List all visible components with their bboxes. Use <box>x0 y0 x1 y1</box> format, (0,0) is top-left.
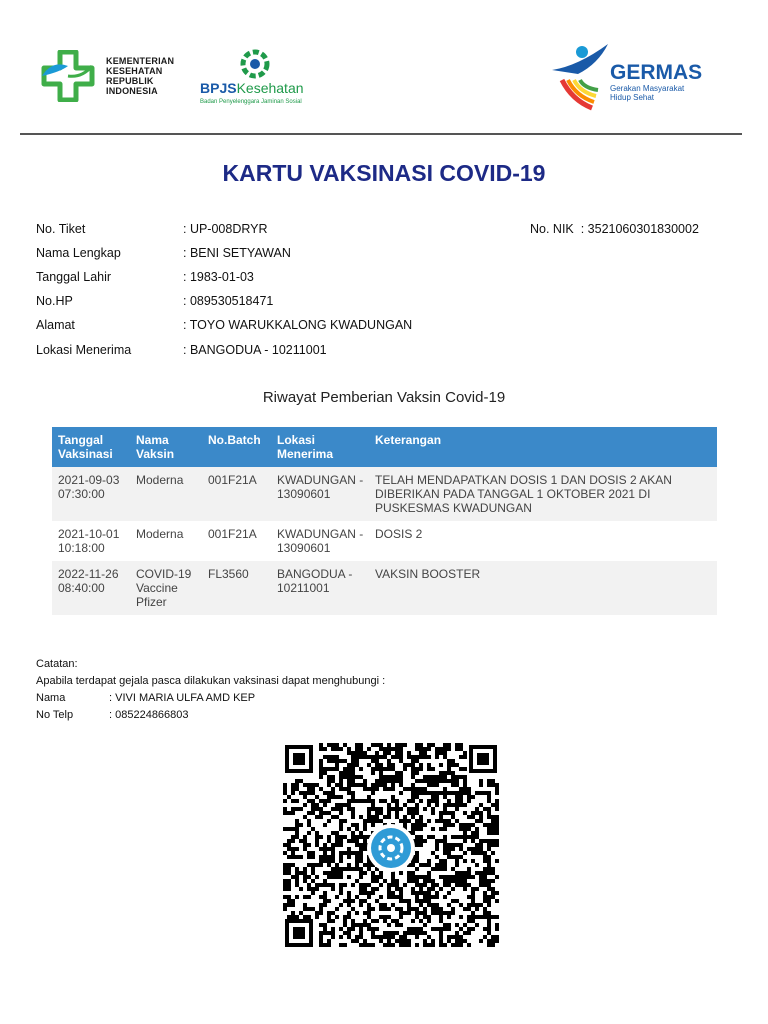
cell-date: 2022-11-26 08:40:00 <box>58 567 119 595</box>
cell-vaccine: Moderna <box>136 527 184 541</box>
notes <box>36 656 385 724</box>
phone-label: No.HP <box>36 294 73 308</box>
cell-note: TELAH MENDAPATKAN DOSIS 1 DAN DOSIS 2 AKAN DIBERIKAN PADA TANGGAL 1 OKTOBER 2021 DI PUSKESMAS KWADUNGAN <box>375 473 672 515</box>
cell-location: BANGODUA - 10211001 <box>277 567 353 595</box>
header-batch: No.Batch <box>208 433 261 447</box>
header-location: Lokasi Menerima <box>277 433 334 461</box>
notes-line: Apabila terdapat gejala pasca dilakukan vaksinasi dapat menghubungi : <box>36 675 386 687</box>
kemenkes-line: KEMENTERIAN <box>106 56 175 66</box>
germas-subtitle-line: Hidup Sehat <box>610 93 655 102</box>
address-value: : TOYO WARUKKALONG KWADUNGAN <box>183 318 413 332</box>
cell-note: VAKSIN BOOSTER <box>375 567 481 581</box>
table-header <box>52 427 717 467</box>
qr-finder-bottom-left <box>285 919 313 947</box>
germas-subtitle-line: Gerakan Masyarakat <box>610 84 685 93</box>
header-note: Keterangan <box>375 433 442 447</box>
qr-finder-top-left <box>285 745 313 773</box>
name-label: Nama Lengkap <box>36 246 121 260</box>
contact-name-label: Nama <box>36 692 66 704</box>
phone-value: : 089530518471 <box>183 294 274 308</box>
qr-code <box>283 743 499 949</box>
table-row <box>52 521 717 561</box>
table-row <box>52 467 717 521</box>
header <box>0 0 768 134</box>
name-value: : BENI SETYAWAN <box>183 246 291 260</box>
cell-location: KWADUNGAN - 13090601 <box>277 473 364 501</box>
kemenkes-cross-icon <box>38 50 98 102</box>
contact-phone-value: : 085224866803 <box>109 709 189 721</box>
contact-phone <box>36 707 385 724</box>
dob-label: Tanggal Lahir <box>36 270 112 284</box>
bpjs-name-part2: Kesehatan <box>236 80 304 96</box>
table-row <box>52 561 717 615</box>
cell-vaccine: Moderna <box>136 473 184 487</box>
header-date: Tanggal Vaksinasi <box>58 433 113 461</box>
germas-name: GERMAS <box>610 61 703 84</box>
location-value: : BANGODUA - 10211001 <box>183 343 327 357</box>
qr-center-logo-icon <box>367 824 415 872</box>
nik <box>530 222 699 236</box>
cell-note: DOSIS 2 <box>375 527 423 541</box>
germas-logo <box>548 40 723 112</box>
cell-batch: 001F21A <box>208 527 257 541</box>
notes-heading: Catatan: <box>36 658 78 670</box>
contact-phone-label: No Telp <box>36 709 74 721</box>
bpjs-subtitle: Badan Penyelenggara Jaminan Sosial <box>200 99 302 105</box>
cell-location: KWADUNGAN - 13090601 <box>277 527 364 555</box>
header-divider <box>20 133 742 135</box>
nik-value: : 3521060301830002 <box>580 222 699 236</box>
bpjs-name-part1: BPJS <box>200 80 237 96</box>
ticket-label: No. Tiket <box>36 222 86 236</box>
history-subtitle: Riwayat Pemberian Vaksin Covid-19 <box>262 389 506 406</box>
address-label: Alamat <box>36 318 75 332</box>
contact-name-value: : VIVI MARIA ULFA AMD KEP <box>109 692 256 704</box>
dob-value: : 1983-01-03 <box>183 270 254 284</box>
bpjs-emblem-icon <box>238 48 272 80</box>
kemenkes-logo <box>38 50 174 102</box>
germas-subtitle <box>610 84 684 102</box>
germas-figure-icon <box>548 40 612 112</box>
vaccination-history-table <box>52 427 717 615</box>
nik-label: No. NIK <box>530 222 574 236</box>
cell-vaccine: COVID-19 Vaccine Pfizer <box>136 567 192 609</box>
cell-date: 2021-09-03 07:30:00 <box>58 473 120 501</box>
kemenkes-line: KESEHATAN <box>106 66 163 76</box>
location-label: Lokasi Menerima <box>36 343 132 357</box>
cell-date: 2021-10-01 10:18:00 <box>58 527 120 555</box>
cell-batch: 001F21A <box>208 473 257 487</box>
header-vaccine: Nama Vaksin <box>136 433 175 461</box>
ticket-value: : UP-008DRYR <box>183 222 268 236</box>
contact-name <box>36 690 385 707</box>
kemenkes-line: INDONESIA <box>106 86 158 96</box>
page-title: KARTU VAKSINASI COVID-19 <box>222 160 546 186</box>
kemenkes-line: REPUBLIK <box>106 76 154 86</box>
bpjs-name <box>200 80 304 96</box>
qr-finder-top-right <box>469 745 497 773</box>
cell-batch: FL3560 <box>208 567 249 581</box>
